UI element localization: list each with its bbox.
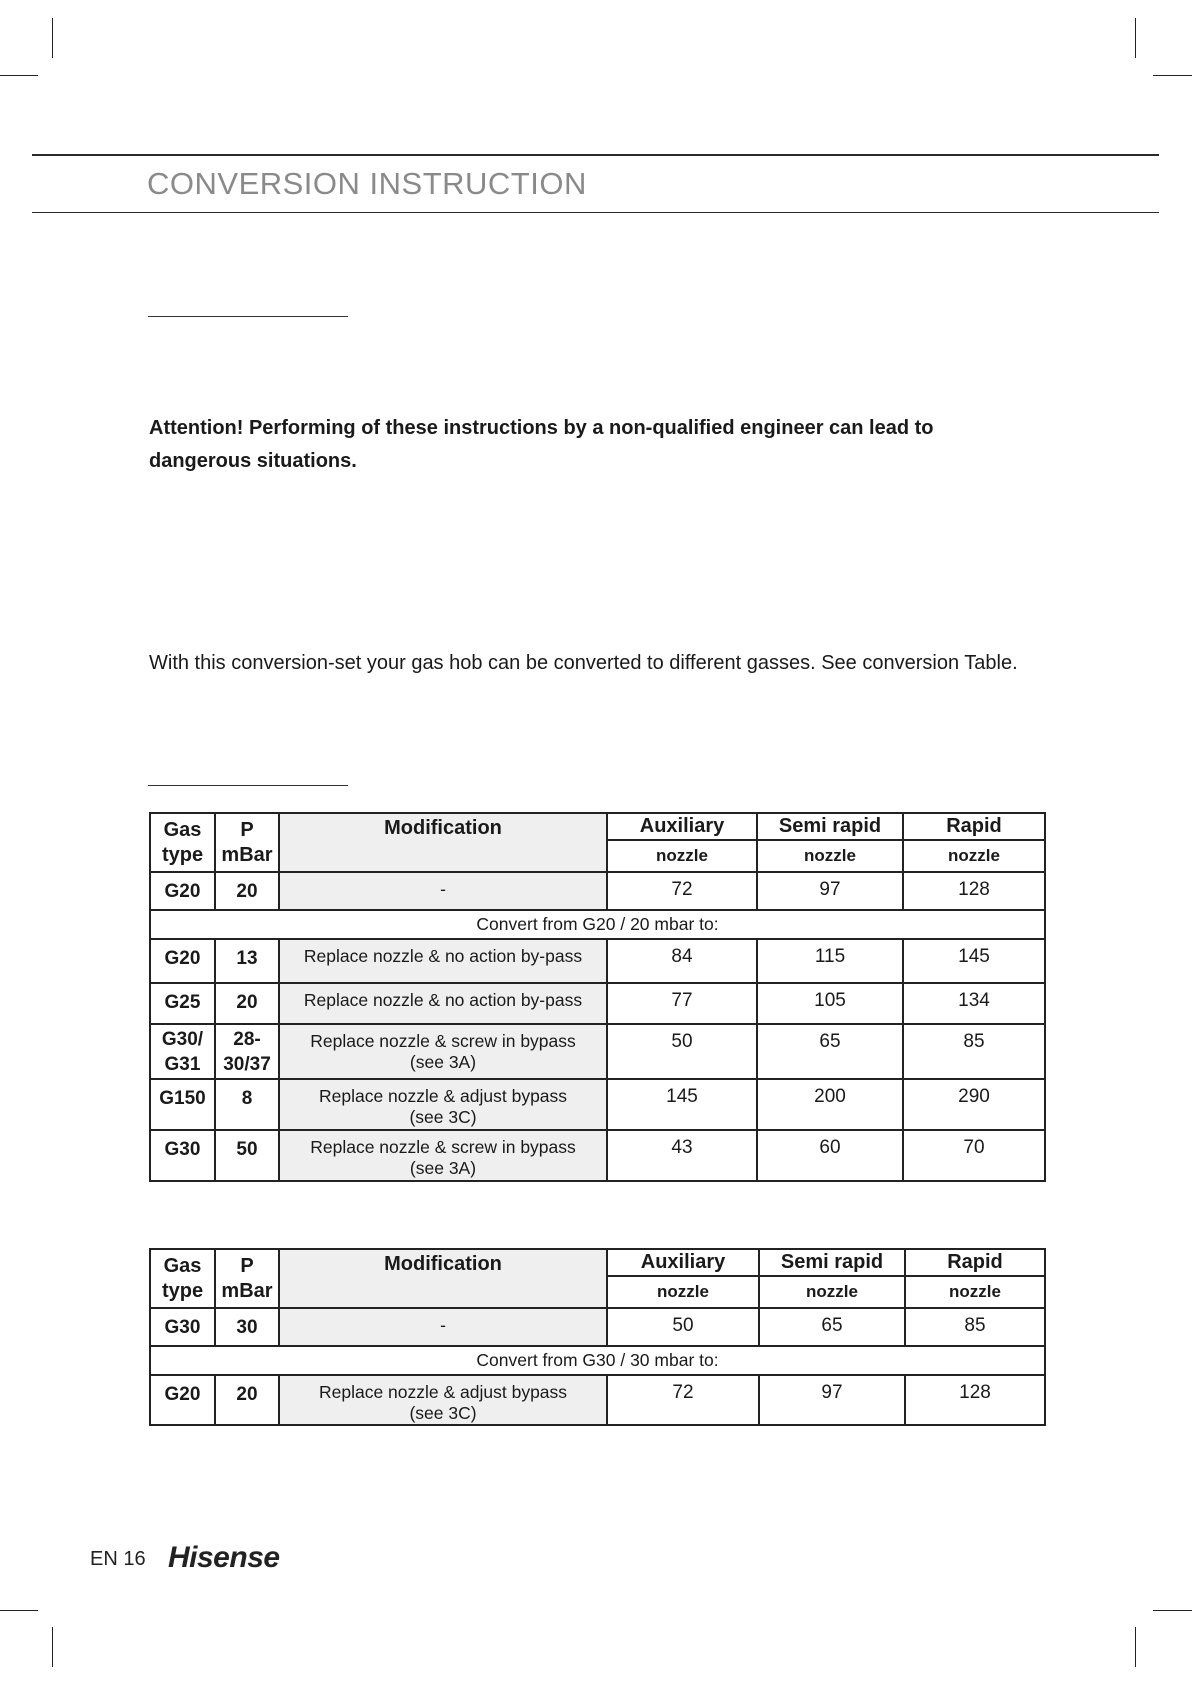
header-pressure: P mBar <box>215 1249 279 1308</box>
semi-rapid-cell: 115 <box>757 939 903 983</box>
gas-cell: G30/ G31 <box>150 1024 215 1079</box>
modification-cell: Replace nozzle & screw in bypass (see 3A) <box>279 1024 607 1079</box>
header-rapid: Rapid <box>905 1249 1045 1276</box>
semi-rapid-cell: 65 <box>759 1308 905 1346</box>
section-rule <box>148 316 348 317</box>
table-row <box>150 983 1045 1024</box>
crop-mark <box>52 1627 53 1667</box>
auxiliary-cell: 77 <box>607 983 757 1024</box>
rapid-cell: 134 <box>903 983 1045 1024</box>
gas-cell: G150 <box>150 1079 215 1130</box>
pressure-cell: 20 <box>215 983 279 1024</box>
modification-cell: Replace nozzle & no action by-pass <box>279 983 607 1024</box>
header-nozzle: nozzle <box>903 840 1045 872</box>
crop-mark <box>1135 1627 1136 1667</box>
rapid-cell: 85 <box>903 1024 1045 1079</box>
auxiliary-cell: 72 <box>607 1375 759 1425</box>
auxiliary-cell: 50 <box>607 1308 759 1346</box>
header-nozzle: nozzle <box>905 1276 1045 1308</box>
crop-mark <box>52 18 53 58</box>
header-modification: Modification <box>279 1249 607 1308</box>
header-modification: Modification <box>279 813 607 872</box>
conversion-table-g30 <box>149 1248 1046 1426</box>
modification-cell: Replace nozzle & adjust bypass (see 3C) <box>279 1079 607 1130</box>
gas-cell: G25 <box>150 983 215 1024</box>
rapid-cell: 70 <box>903 1130 1045 1181</box>
semi-rapid-cell: 60 <box>757 1130 903 1181</box>
table-row <box>150 939 1045 983</box>
page-number: EN 16 <box>90 1548 146 1570</box>
pressure-cell: 50 <box>215 1130 279 1181</box>
modification-cell: - <box>279 1308 607 1346</box>
table-row <box>150 1375 1045 1425</box>
rapid-cell: 85 <box>905 1308 1045 1346</box>
semi-rapid-cell: 65 <box>757 1024 903 1079</box>
table-row <box>150 1024 1045 1079</box>
conversion-table-g20 <box>149 812 1046 1182</box>
header-bottom-rule <box>32 212 1159 213</box>
rapid-cell: 128 <box>905 1375 1045 1425</box>
auxiliary-cell: 145 <box>607 1079 757 1130</box>
header-auxiliary: Auxiliary <box>607 813 757 840</box>
modification-cell: Replace nozzle & no action by-pass <box>279 939 607 983</box>
pressure-cell: 20 <box>215 872 279 910</box>
table-row <box>150 872 1045 910</box>
pressure-cell: 20 <box>215 1375 279 1425</box>
modification-cell: Replace nozzle & screw in bypass (see 3A) <box>279 1130 607 1181</box>
pressure-cell: 28- 30/37 <box>215 1024 279 1079</box>
crop-mark <box>0 1610 38 1611</box>
table-row <box>150 1130 1045 1181</box>
section-rule <box>148 785 348 786</box>
convert-label: Convert from G30 / 30 mbar to: <box>150 1346 1045 1375</box>
table-row <box>150 1079 1045 1130</box>
header-top-rule <box>32 154 1159 156</box>
pressure-cell: 30 <box>215 1308 279 1346</box>
auxiliary-cell: 43 <box>607 1130 757 1181</box>
header-pressure: P mBar <box>215 813 279 872</box>
page-title: CONVERSION INSTRUCTION <box>147 166 587 201</box>
header-semi-rapid: Semi rapid <box>757 813 903 840</box>
header-nozzle: nozzle <box>607 840 757 872</box>
gas-cell: G30 <box>150 1308 215 1346</box>
crop-mark <box>1135 18 1136 58</box>
pressure-cell: 13 <box>215 939 279 983</box>
intro-text: With this conversion-set your gas hob can be converted to different gasses. See conversion Table. <box>149 652 1018 674</box>
pressure-cell: 8 <box>215 1079 279 1130</box>
gas-cell: G20 <box>150 939 215 983</box>
rapid-cell: 290 <box>903 1079 1045 1130</box>
modification-cell: - <box>279 872 607 910</box>
crop-mark <box>1153 1610 1192 1611</box>
crop-mark <box>0 75 38 76</box>
rapid-cell: 128 <box>903 872 1045 910</box>
header-rapid: Rapid <box>903 813 1045 840</box>
header-auxiliary: Auxiliary <box>607 1249 759 1276</box>
semi-rapid-cell: 97 <box>759 1375 905 1425</box>
header-gas-type: Gas type <box>150 1249 215 1308</box>
header-nozzle: nozzle <box>759 1276 905 1308</box>
auxiliary-cell: 50 <box>607 1024 757 1079</box>
table-row <box>150 1308 1045 1346</box>
header-gas-type: Gas type <box>150 813 215 872</box>
rapid-cell: 145 <box>903 939 1045 983</box>
header-semi-rapid: Semi rapid <box>759 1249 905 1276</box>
gas-cell: G30 <box>150 1130 215 1181</box>
semi-rapid-cell: 97 <box>757 872 903 910</box>
header-nozzle: nozzle <box>757 840 903 872</box>
convert-label: Convert from G20 / 20 mbar to: <box>150 910 1045 939</box>
auxiliary-cell: 72 <box>607 872 757 910</box>
warning-text: Attention! Performing of these instructions by a non-qualified engineer can lead to dangerous situations. <box>149 417 934 472</box>
brand-logo: Hisense <box>168 1541 280 1574</box>
crop-mark <box>1153 75 1192 76</box>
semi-rapid-cell: 200 <box>757 1079 903 1130</box>
modification-cell: Replace nozzle & adjust bypass (see 3C) <box>279 1375 607 1425</box>
auxiliary-cell: 84 <box>607 939 757 983</box>
gas-cell: G20 <box>150 1375 215 1425</box>
header-nozzle: nozzle <box>607 1276 759 1308</box>
gas-cell: G20 <box>150 872 215 910</box>
semi-rapid-cell: 105 <box>757 983 903 1024</box>
